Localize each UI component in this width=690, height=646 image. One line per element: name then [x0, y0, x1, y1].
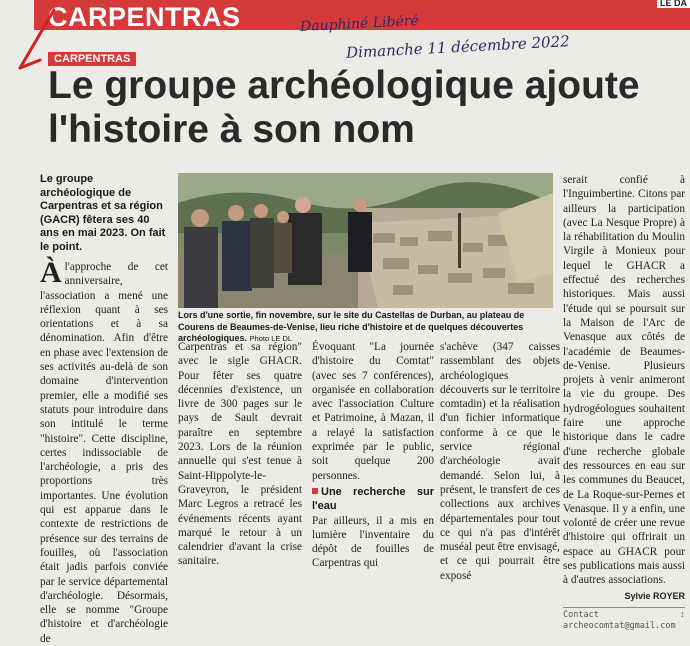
author-signature: Sylvie ROYER — [624, 590, 685, 601]
article-photo — [178, 173, 553, 308]
photo-credit: Photo LE DL — [249, 334, 293, 343]
subheading-text: Une recherche sur l'eau — [312, 485, 434, 513]
column-5-text: serait confié à l'Inguimbertine. Citons par ailleurs la participation (avec La Nesque Propre) à la réhabilitation du Moulin Virgile à Monieux pour lequel le GHACR a effectué des recherches historiques. Mais aussi l'étude qui se poursuit sur la Maison de l'Arc de Venasque aux côtés de l'académie de Beaumes-de-Venise. Plusieurs projets à venir animeront la vie du groupe. Des hydrogéologues souhaitent faire une approche historique dans le cadre d'une recherche globale des ressources en eau sur les communes du Beaucet, de La Roque-sur-Pernes et Venasque. Il y a enfin, une volonté de créer une revue d'histoire qui offrirait un espace au GHACR pour ses publications mais aussi à d'autres associations. — [563, 174, 685, 587]
column-5 — [563, 173, 685, 632]
column-3-text: Évoquant "La journée d'histoire du Comtat" (avec ses 7 conférences), organisée en collaboration avec l'association Culture et Patrimoine, à Mazan, il a relayé la satisfaction exprimée par le public, soit quelque 200 personnes. — [312, 341, 434, 482]
section-title: CARPENTRAS — [48, 2, 241, 32]
bullet-square-icon — [312, 488, 318, 494]
section-kicker: CARPENTRAS — [48, 52, 136, 66]
contact-email: archeocomtat@gmail.com — [563, 620, 676, 631]
caption-text: Lors d'une sortie, fin novembre, sur le site du Castellas de Durban, au plateau de Courens de Beaumes-de-Venise, lieu riche d'histoire et de quelques découvertes archéologiques. — [178, 310, 525, 343]
masthead-fragment: LE DA — [657, 0, 690, 8]
column-2: Carpentras et sa région" avec le sigle GHACR. Pour fêter ses quatre décennies d'existence, un livre de 300 pages sur le pays de Sault devrait paraître en septembre 2023. Lors de la réunion annuelle qui s'est tenue à Saint-Hippolyte-le-Graveyron, le président Marc Legros a retracé les événements récents ayant marqué le retour à un calendrier d'avant la crise sanitaire. — [178, 341, 302, 568]
drop-cap: À — [40, 256, 62, 289]
contact-box — [563, 607, 685, 632]
column-3 — [312, 340, 434, 571]
article-lead: Le groupe archéologique de Carpentras et sa région (GACR) fêtera ses 40 ans en mai 2023. On fait le point. — [40, 173, 166, 253]
photo-image — [178, 173, 553, 308]
headline: Le groupe archéologique ajoute l'histoire à son nom — [48, 64, 640, 151]
handwritten-date: Dimanche 11 décembre 2022 — [345, 32, 571, 62]
contact-label: Contact : — [563, 609, 685, 620]
subheading — [312, 485, 434, 514]
column-3-text-2: Par ailleurs, il a mis en lumière l'inventaire du dépôt de fouilles de Carpentras qui — [312, 514, 434, 570]
handwritten-source: Dauphiné Libéré — [299, 12, 420, 36]
column-1 — [40, 173, 168, 646]
column-1-text: l'approche de cet anniversaire, l'association a mené une réflexion quant à ses orientations et à sa dénomination. Afin d'être en phase avec l'extension de ses activités au-delà de son domaine d'intervention premier, elle a modifié ses statuts pour introduire dans son intitulé le terme "histoire". Cette discipline, certes indissociable de l'archéologie, a pris des proportions très importantes. Une évolution qui est apparue dans le contexte de restrictions de présence sur des terrains de fouilles, où l'association était jadis parfois conviée par le service départemental d'archéologie. Désormais, elle se nomme "Groupe d'histoire et d'archéologie de — [40, 261, 168, 645]
column-1-body — [40, 256, 168, 646]
column-4: s'achève (347 caisses rassemblant des objets archéologiques découverts sur le territoire comtadin) et la réalisation d'un fichier informatique conforme à ce que le service régional d'archéologie avait demandé. Selon lui, à présent, le transfert de ces collections aux archives départementales pour tout ce qui n'a pas d'intérêt muséal peut être envisagé, et ce qui pourrait être exposé — [440, 341, 560, 582]
